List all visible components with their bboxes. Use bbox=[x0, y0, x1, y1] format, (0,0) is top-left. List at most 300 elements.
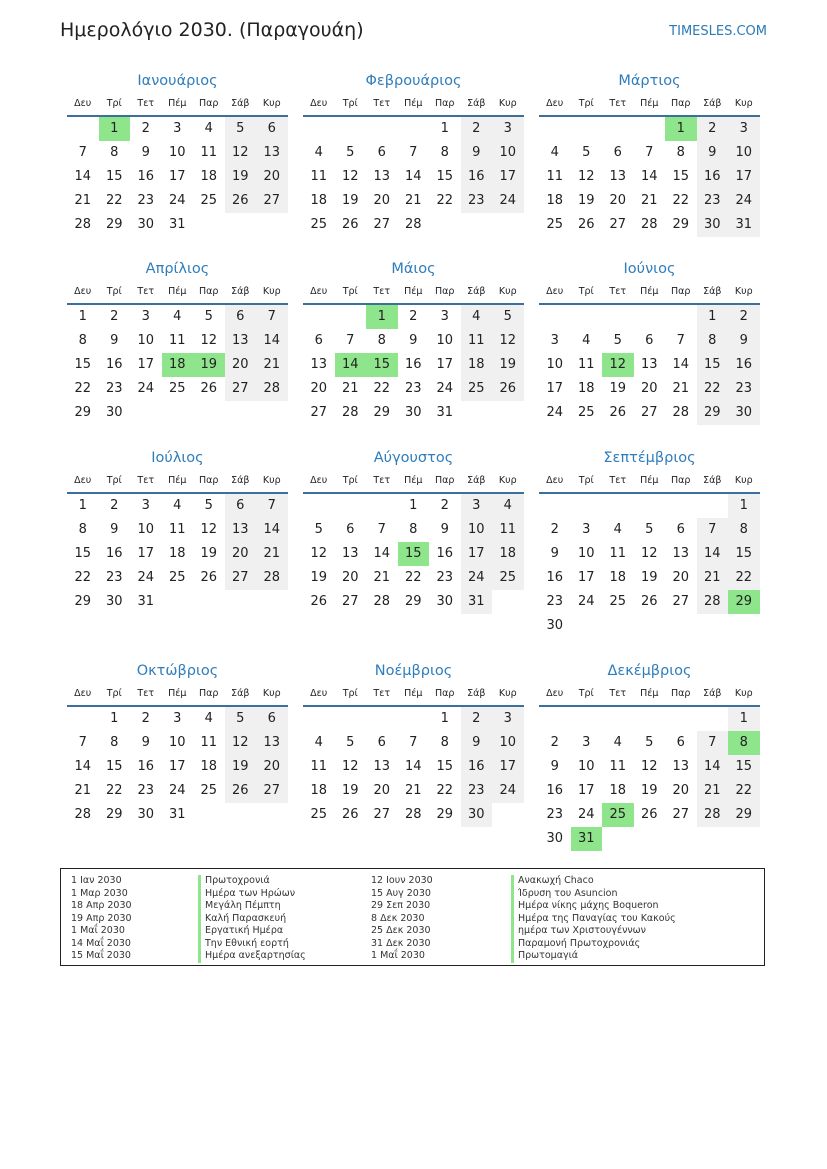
weekday-label: Δευ bbox=[74, 98, 92, 109]
day-cell: 3 bbox=[492, 117, 524, 141]
day-cell: 17 bbox=[728, 165, 760, 189]
day-cell: 5 bbox=[204, 309, 213, 324]
day-cell: 22 bbox=[74, 381, 92, 396]
month-name: Σεπτέμβριος bbox=[603, 450, 696, 466]
holiday-day-cell: 18 bbox=[162, 353, 194, 377]
day-cell: 21 bbox=[404, 193, 422, 208]
day-cell: 12 bbox=[225, 731, 257, 755]
holiday-day-cell: 29 bbox=[728, 590, 760, 614]
weekday-label: Σάβ bbox=[703, 688, 722, 699]
day-cell: 20 bbox=[310, 381, 328, 396]
weekday-label: Παρ bbox=[435, 98, 455, 109]
day-cell: 21 bbox=[74, 193, 92, 208]
day-cell: 26 bbox=[492, 377, 524, 401]
weekday-label: Σάβ bbox=[703, 286, 722, 297]
day-cell: 30 bbox=[404, 405, 422, 420]
day-cell: 20 bbox=[225, 542, 257, 566]
day-cell: 22 bbox=[672, 193, 690, 208]
day-cell: 14 bbox=[74, 169, 92, 184]
day-cell: 8 bbox=[78, 522, 87, 537]
weekday-label: Πέμ bbox=[404, 475, 423, 486]
month-name: Ιούλιος bbox=[151, 450, 204, 466]
day-cell: 20 bbox=[672, 570, 690, 585]
day-cell: 5 bbox=[613, 333, 622, 348]
weekday-label: Πέμ bbox=[640, 98, 659, 109]
day-cell: 23 bbox=[461, 779, 493, 803]
day-cell: 13 bbox=[672, 546, 690, 561]
day-cell: 17 bbox=[577, 570, 595, 585]
weekday-label: Παρ bbox=[671, 98, 691, 109]
legend-holiday-name: ημέρα των Χριστουγέννων bbox=[511, 925, 676, 938]
weekday-label: Πέμ bbox=[168, 98, 187, 109]
day-cell: 15 bbox=[697, 353, 729, 377]
weekday-header bbox=[67, 98, 288, 113]
day-cell: 3 bbox=[728, 117, 760, 141]
weekday-label: Τετ bbox=[609, 98, 627, 109]
day-cell: 6 bbox=[225, 494, 257, 518]
weekday-label: Πέμ bbox=[168, 688, 187, 699]
day-cell: 24 bbox=[436, 381, 454, 396]
day-cell: 14 bbox=[256, 518, 288, 542]
day-cell: 3 bbox=[492, 707, 524, 731]
day-cell: 12 bbox=[492, 329, 524, 353]
day-cell: 10 bbox=[137, 333, 155, 348]
day-cell: 13 bbox=[256, 141, 288, 165]
day-cell: 30 bbox=[461, 803, 493, 827]
day-cell: 4 bbox=[582, 333, 591, 348]
day-cell: 15 bbox=[436, 759, 454, 774]
day-cell: 25 bbox=[168, 381, 186, 396]
day-cell: 13 bbox=[640, 357, 658, 372]
day-cell: 24 bbox=[137, 570, 155, 585]
day-cell: 9 bbox=[440, 522, 449, 537]
day-cell: 5 bbox=[225, 117, 257, 141]
weekday-label: Δευ bbox=[310, 98, 328, 109]
day-cell: 24 bbox=[546, 405, 564, 420]
header-rule bbox=[539, 705, 760, 707]
day-cell: 29 bbox=[373, 405, 391, 420]
day-cell: 25 bbox=[577, 405, 595, 420]
day-cell: 4 bbox=[492, 494, 524, 518]
day-cell: 9 bbox=[141, 145, 150, 160]
day-cell: 9 bbox=[697, 141, 729, 165]
day-cell: 14 bbox=[256, 329, 288, 353]
day-cell: 2 bbox=[728, 305, 760, 329]
day-cell: 4 bbox=[613, 522, 622, 537]
day-cell: 31 bbox=[728, 213, 760, 237]
day-cell: 1 bbox=[409, 498, 418, 513]
day-cell: 21 bbox=[256, 542, 288, 566]
day-cell: 3 bbox=[141, 309, 150, 324]
day-cell: 19 bbox=[225, 755, 257, 779]
day-cell: 4 bbox=[613, 735, 622, 750]
day-cell: 21 bbox=[404, 783, 422, 798]
day-cell: 13 bbox=[225, 329, 257, 353]
day-cell: 4 bbox=[173, 498, 182, 513]
day-cell: 12 bbox=[225, 141, 257, 165]
legend-date: 15 Αυγ 2030 bbox=[371, 887, 431, 899]
day-cell: 10 bbox=[492, 731, 524, 755]
day-cell: 19 bbox=[341, 783, 359, 798]
day-cell: 2 bbox=[409, 309, 418, 324]
day-cell: 13 bbox=[225, 518, 257, 542]
weekday-label: Τετ bbox=[609, 475, 627, 486]
day-cell: 28 bbox=[404, 807, 422, 822]
day-cell: 3 bbox=[440, 309, 449, 324]
day-cell: 17 bbox=[137, 546, 155, 561]
weekday-label: Δευ bbox=[74, 286, 92, 297]
day-cell: 9 bbox=[110, 522, 119, 537]
day-cell: 1 bbox=[78, 309, 87, 324]
day-cell: 13 bbox=[609, 169, 627, 184]
month-name: Αύγουστος bbox=[373, 450, 454, 466]
day-cell: 31 bbox=[168, 807, 186, 822]
day-cell: 7 bbox=[697, 731, 729, 755]
day-cell: 18 bbox=[200, 169, 218, 184]
day-cell: 8 bbox=[728, 518, 760, 542]
day-cell: 29 bbox=[74, 405, 92, 420]
day-cell: 20 bbox=[373, 783, 391, 798]
day-cell: 31 bbox=[137, 594, 155, 609]
day-cell: 27 bbox=[373, 807, 391, 822]
weekday-label: Τετ bbox=[137, 286, 155, 297]
weekday-label: Σάβ bbox=[231, 286, 250, 297]
month-name: Ιούνιος bbox=[623, 261, 676, 277]
weekday-label: Πέμ bbox=[640, 688, 659, 699]
holiday-legend bbox=[60, 868, 765, 966]
day-cell: 29 bbox=[436, 807, 454, 822]
day-cell: 11 bbox=[461, 329, 493, 353]
day-cell: 6 bbox=[256, 117, 288, 141]
day-cell: 19 bbox=[200, 546, 218, 561]
header-rule bbox=[539, 492, 760, 494]
day-cell: 1 bbox=[697, 305, 729, 329]
legend-date: 14 Μαΐ 2030 bbox=[71, 937, 131, 949]
day-cell: 2 bbox=[461, 117, 493, 141]
day-cell: 7 bbox=[346, 333, 355, 348]
weekday-label: Δευ bbox=[74, 688, 92, 699]
day-cell: 18 bbox=[310, 193, 328, 208]
weekday-label: Τρί bbox=[342, 98, 358, 109]
day-cell: 6 bbox=[645, 333, 654, 348]
weekday-label: Πέμ bbox=[168, 475, 187, 486]
holiday-day-cell: 25 bbox=[602, 803, 634, 827]
legend-date: 25 Δεκ 2030 bbox=[371, 925, 431, 936]
day-cell: 29 bbox=[404, 594, 422, 609]
day-cell: 21 bbox=[640, 193, 658, 208]
day-cell: 30 bbox=[697, 213, 729, 237]
legend-date: 29 Σεπ 2030 bbox=[371, 900, 431, 911]
day-cell: 20 bbox=[256, 755, 288, 779]
legend-date: 15 Μαΐ 2030 bbox=[71, 950, 131, 961]
day-cell: 17 bbox=[492, 165, 524, 189]
weekday-label: Δευ bbox=[546, 688, 564, 699]
day-cell: 10 bbox=[492, 141, 524, 165]
day-cell: 4 bbox=[314, 145, 323, 160]
day-cell: 25 bbox=[200, 783, 218, 798]
legend-holiday-name: Εργατική Ημέρα bbox=[198, 925, 306, 938]
day-cell: 27 bbox=[341, 594, 359, 609]
day-cell: 1 bbox=[440, 711, 449, 726]
legend-left-dates bbox=[71, 875, 132, 963]
day-cell: 11 bbox=[200, 735, 218, 750]
weekday-label: Σάβ bbox=[467, 286, 486, 297]
day-cell: 5 bbox=[645, 735, 654, 750]
day-cell: 30 bbox=[546, 618, 564, 633]
day-cell: 6 bbox=[676, 735, 685, 750]
day-cell: 25 bbox=[461, 377, 493, 401]
weekday-label: Σάβ bbox=[703, 98, 722, 109]
day-cell: 26 bbox=[640, 594, 658, 609]
weekday-label: Τετ bbox=[137, 688, 155, 699]
day-cell: 16 bbox=[546, 570, 564, 585]
day-cell: 28 bbox=[341, 405, 359, 420]
day-cell: 23 bbox=[105, 570, 123, 585]
weekday-label: Τρί bbox=[578, 688, 594, 699]
day-cell: 20 bbox=[609, 193, 627, 208]
holiday-day-cell: 14 bbox=[335, 353, 367, 377]
legend-holiday-name: Ίδρυση του Asuncion bbox=[511, 888, 676, 901]
day-cell: 30 bbox=[105, 405, 123, 420]
day-cell: 28 bbox=[74, 807, 92, 822]
day-cell: 17 bbox=[436, 357, 454, 372]
day-cell: 27 bbox=[225, 377, 257, 401]
day-cell: 12 bbox=[200, 522, 218, 537]
day-cell: 11 bbox=[168, 333, 186, 348]
weekday-label: Τρί bbox=[106, 98, 122, 109]
day-cell: 6 bbox=[613, 145, 622, 160]
day-cell: 8 bbox=[440, 735, 449, 750]
day-cell: 28 bbox=[697, 803, 729, 827]
weekday-header bbox=[303, 286, 524, 301]
day-cell: 10 bbox=[168, 145, 186, 160]
day-cell: 6 bbox=[377, 145, 386, 160]
day-cell: 19 bbox=[609, 381, 627, 396]
holiday-day-cell: 15 bbox=[398, 542, 430, 566]
day-cell: 11 bbox=[577, 357, 595, 372]
weekday-label: Παρ bbox=[435, 475, 455, 486]
weekday-label: Δευ bbox=[546, 98, 564, 109]
day-cell: 2 bbox=[440, 498, 449, 513]
legend-holiday-name: Ανακωχή Chaco bbox=[511, 875, 676, 888]
day-cell: 22 bbox=[74, 570, 92, 585]
weekday-label: Κυρ bbox=[498, 688, 517, 699]
weekday-label: Τρί bbox=[106, 688, 122, 699]
day-cell: 26 bbox=[200, 570, 218, 585]
day-cell: 16 bbox=[546, 783, 564, 798]
weekday-label: Κυρ bbox=[262, 286, 281, 297]
day-cell: 25 bbox=[492, 566, 524, 590]
day-cell: 1 bbox=[728, 707, 760, 731]
day-cell: 18 bbox=[609, 570, 627, 585]
day-cell: 29 bbox=[105, 217, 123, 232]
day-cell: 5 bbox=[492, 305, 524, 329]
day-cell: 28 bbox=[404, 217, 422, 232]
day-cell: 5 bbox=[204, 498, 213, 513]
day-cell: 18 bbox=[609, 783, 627, 798]
day-cell: 15 bbox=[74, 546, 92, 561]
day-cell: 9 bbox=[461, 731, 493, 755]
day-cell: 12 bbox=[640, 759, 658, 774]
day-cell: 6 bbox=[676, 522, 685, 537]
day-cell: 15 bbox=[105, 759, 123, 774]
day-cell: 29 bbox=[697, 401, 729, 425]
legend-left-names bbox=[198, 875, 306, 963]
weekday-header bbox=[539, 688, 760, 703]
day-cell: 23 bbox=[546, 594, 564, 609]
day-cell: 13 bbox=[373, 759, 391, 774]
day-cell: 30 bbox=[137, 217, 155, 232]
day-cell: 24 bbox=[168, 193, 186, 208]
day-cell: 19 bbox=[310, 570, 328, 585]
day-cell: 26 bbox=[609, 405, 627, 420]
day-cell: 23 bbox=[137, 193, 155, 208]
day-cell: 17 bbox=[168, 759, 186, 774]
day-cell: 30 bbox=[137, 807, 155, 822]
day-cell: 10 bbox=[168, 735, 186, 750]
weekday-header bbox=[67, 688, 288, 703]
day-cell: 8 bbox=[377, 333, 386, 348]
holiday-day-cell: 12 bbox=[602, 353, 634, 377]
weekday-header bbox=[303, 98, 524, 113]
day-cell: 6 bbox=[346, 522, 355, 537]
day-cell: 16 bbox=[436, 546, 454, 561]
weekday-label: Δευ bbox=[310, 286, 328, 297]
day-cell: 6 bbox=[256, 707, 288, 731]
day-cell: 18 bbox=[200, 759, 218, 774]
weekday-label: Σάβ bbox=[467, 98, 486, 109]
day-cell: 2 bbox=[110, 309, 119, 324]
day-cell: 26 bbox=[310, 594, 328, 609]
weekday-label: Πέμ bbox=[640, 286, 659, 297]
weekday-label: Παρ bbox=[435, 286, 455, 297]
holiday-day-cell: 31 bbox=[571, 827, 603, 851]
day-cell: 28 bbox=[74, 217, 92, 232]
day-cell: 27 bbox=[672, 594, 690, 609]
day-cell: 2 bbox=[550, 735, 559, 750]
day-cell: 26 bbox=[640, 807, 658, 822]
day-cell: 28 bbox=[373, 594, 391, 609]
weekday-label: Κυρ bbox=[498, 286, 517, 297]
weekday-label: Πέμ bbox=[404, 688, 423, 699]
weekday-label: Σάβ bbox=[467, 475, 486, 486]
legend-date: 19 Απρ 2030 bbox=[71, 912, 132, 924]
day-cell: 31 bbox=[168, 217, 186, 232]
day-cell: 29 bbox=[74, 594, 92, 609]
site-link[interactable]: TIMESLES.COM bbox=[669, 24, 767, 39]
weekday-label: Δευ bbox=[546, 475, 564, 486]
month-name: Ιανουάριος bbox=[137, 73, 218, 89]
day-cell: 2 bbox=[461, 707, 493, 731]
weekday-label: Τρί bbox=[106, 286, 122, 297]
weekday-label: Κυρ bbox=[498, 98, 517, 109]
legend-date: 1 Μαρ 2030 bbox=[71, 887, 128, 899]
day-cell: 28 bbox=[672, 405, 690, 420]
day-cell: 23 bbox=[436, 570, 454, 585]
day-cell: 27 bbox=[256, 189, 288, 213]
day-cell: 23 bbox=[697, 189, 729, 213]
day-cell: 12 bbox=[310, 546, 328, 561]
day-cell: 9 bbox=[550, 546, 559, 561]
day-cell: 11 bbox=[310, 169, 328, 184]
day-cell: 11 bbox=[200, 145, 218, 160]
day-cell: 5 bbox=[314, 522, 323, 537]
day-cell: 8 bbox=[110, 145, 119, 160]
day-cell: 5 bbox=[225, 707, 257, 731]
legend-holiday-name: Ημέρα ανεξαρτησίας bbox=[198, 950, 306, 963]
day-cell: 21 bbox=[697, 566, 729, 590]
day-cell: 14 bbox=[74, 759, 92, 774]
day-cell: 28 bbox=[256, 566, 288, 590]
day-cell: 15 bbox=[672, 169, 690, 184]
legend-date: 1 Μαΐ 2030 bbox=[71, 925, 125, 936]
day-cell: 10 bbox=[577, 546, 595, 561]
day-cell: 13 bbox=[256, 731, 288, 755]
day-cell: 14 bbox=[404, 759, 422, 774]
weekday-header bbox=[67, 286, 288, 301]
day-cell: 24 bbox=[461, 566, 493, 590]
day-cell: 7 bbox=[645, 145, 654, 160]
day-cell: 10 bbox=[137, 522, 155, 537]
day-cell: 10 bbox=[577, 759, 595, 774]
day-cell: 16 bbox=[461, 755, 493, 779]
day-cell: 7 bbox=[676, 333, 685, 348]
day-cell: 22 bbox=[436, 193, 454, 208]
weekday-label: Κυρ bbox=[734, 475, 753, 486]
legend-holiday-name: Πρωτοχρονιά bbox=[198, 875, 306, 888]
weekday-label: Σάβ bbox=[231, 98, 250, 109]
legend-holiday-name: Ημέρα των Ηρώων bbox=[198, 888, 306, 901]
day-cell: 27 bbox=[310, 405, 328, 420]
weekday-label: Τετ bbox=[373, 98, 391, 109]
day-cell: 11 bbox=[492, 518, 524, 542]
day-cell: 3 bbox=[582, 522, 591, 537]
day-cell: 22 bbox=[105, 193, 123, 208]
day-cell: 10 bbox=[461, 518, 493, 542]
day-cell: 16 bbox=[461, 165, 493, 189]
day-cell: 22 bbox=[728, 779, 760, 803]
day-cell: 28 bbox=[697, 590, 729, 614]
day-cell: 13 bbox=[373, 169, 391, 184]
holiday-day-cell: 8 bbox=[728, 731, 760, 755]
day-cell: 4 bbox=[550, 145, 559, 160]
day-cell: 7 bbox=[78, 735, 87, 750]
legend-right-dates bbox=[371, 875, 433, 963]
day-cell: 21 bbox=[256, 353, 288, 377]
day-cell: 30 bbox=[436, 594, 454, 609]
day-cell: 22 bbox=[728, 566, 760, 590]
day-cell: 11 bbox=[609, 759, 627, 774]
day-cell: 4 bbox=[314, 735, 323, 750]
weekday-header bbox=[303, 688, 524, 703]
weekday-label: Παρ bbox=[671, 286, 691, 297]
weekday-header bbox=[539, 98, 760, 113]
weekday-label: Τετ bbox=[373, 286, 391, 297]
day-cell: 27 bbox=[373, 217, 391, 232]
weekday-label: Τρί bbox=[578, 286, 594, 297]
weekday-label: Τετ bbox=[373, 688, 391, 699]
day-cell: 24 bbox=[728, 189, 760, 213]
weekday-label: Τρί bbox=[106, 475, 122, 486]
day-cell: 18 bbox=[168, 546, 186, 561]
day-cell: 9 bbox=[550, 759, 559, 774]
holiday-day-cell: 1 bbox=[99, 117, 131, 141]
weekday-label: Πέμ bbox=[640, 475, 659, 486]
day-cell: 24 bbox=[137, 381, 155, 396]
weekday-label: Σάβ bbox=[231, 475, 250, 486]
day-cell: 3 bbox=[173, 121, 182, 136]
day-cell: 9 bbox=[110, 333, 119, 348]
